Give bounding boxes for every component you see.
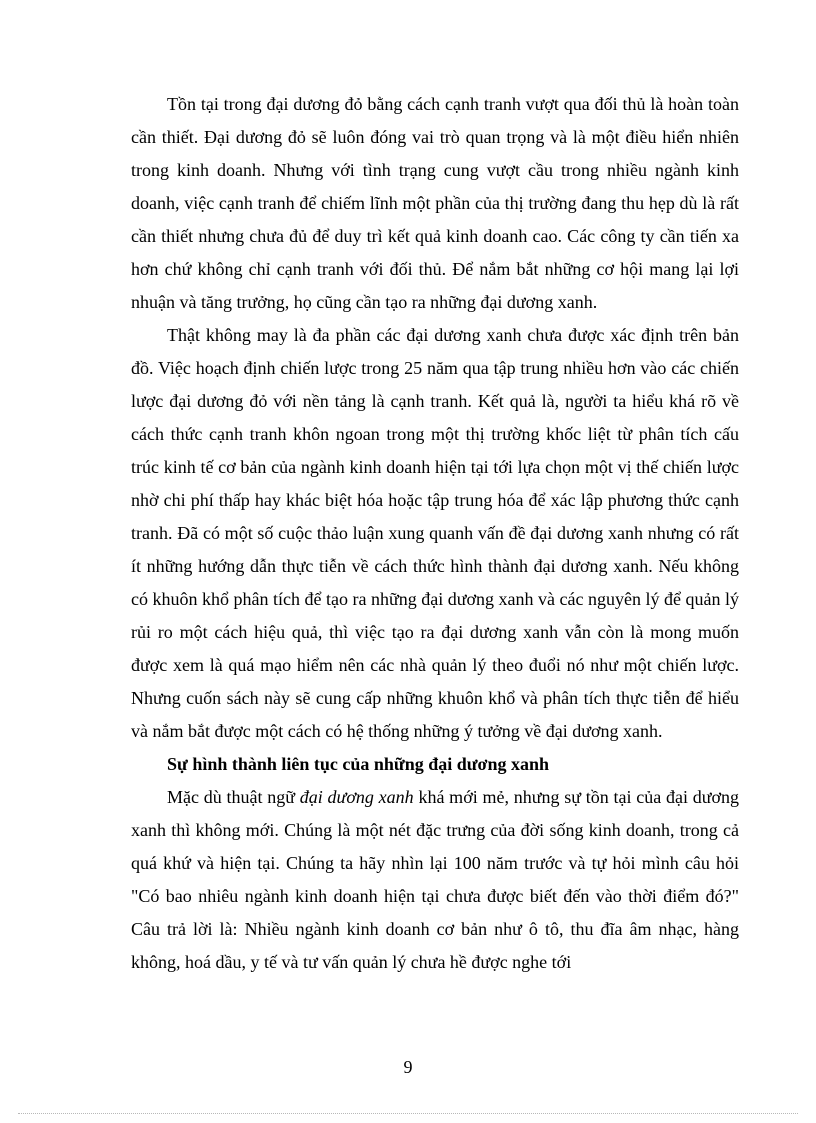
page-number: 9	[403, 1057, 413, 1077]
paragraph-1: Tồn tại trong đại dương đỏ bằng cách cạnh tranh vượt qua đối thủ là hoàn toàn cần thiết. Đại dương đỏ sẽ luôn đóng vai trò quan trọng và là một điều hiển nhiên trong kinh doanh. Nhưng với tình trạng cung vượt cầu trong nhiều ngành kinh doanh, việc cạnh tranh để chiếm lĩnh một phần của thị trường đang thu hẹp dù là rất cần thiết nhưng chưa đủ để duy trì kết quả kinh doanh cao. Các công ty cần tiến xa hơn chứ không chỉ cạnh tranh với đối thủ. Để nắm bắt những cơ hội mang lại lợi nhuận và tăng trưởng, họ cũng cần tạo ra những đại dương xanh.	[131, 94, 739, 312]
paragraph-3-rest: khá mới mẻ, nhưng sự tồn tại của đại dương xanh thì không mới. Chúng là một nét đặc trưng của đời sống kinh doanh, trong cả quá khứ và hiện tại. Chúng ta hãy nhìn lại 100 năm trước và tự hỏi mình câu hỏi "Có bao nhiêu ngành kinh doanh hiện tại chưa được biết đến vào thời điểm đó?" Câu trả lời là: Nhiều ngành kinh doanh cơ bản như ô tô, thu đĩa âm nhạc, hàng không, hoá dầu, y tế và tư vấn quản lý chưa hề được nghe tới	[131, 787, 739, 972]
section-heading: Sự hình thành liên tục của những đại dương xanh	[167, 754, 550, 774]
page-bottom-divider	[18, 1113, 798, 1114]
paragraph-3	[131, 781, 739, 979]
paragraph-2: Thật không may là đa phần các đại dương xanh chưa được xác định trên bản đồ. Việc hoạch định chiến lược trong 25 năm qua tập trung nhiều hơn vào các chiến lược đại dương đỏ với nền tảng là cạnh tranh. Kết quả là, người ta hiểu khá rõ về cách thức cạnh tranh khôn ngoan trong một thị trường khốc liệt từ phân tích cấu trúc kinh tế cơ bản của ngành kinh doanh hiện tại tới lựa chọn một vị thế chiến lược nhờ chi phí thấp hay khác biệt hóa hoặc tập trung hóa để xác lập phương thức cạnh tranh. Đã có một số cuộc thảo luận xung quanh vấn đề đại dương xanh nhưng có rất ít những hướng dẫn thực tiễn về cách thức hình thành đại dương xanh. Nếu không có khuôn khổ phân tích để tạo ra những đại dương xanh và các nguyên lý để quản lý rủi ro một cách hiệu quả, thì việc tạo ra đại dương xanh vẫn còn là mong muốn được xem là quá mạo hiểm nên các nhà quản lý theo đuổi nó như một chiến lược. Nhưng cuốn sách này sẽ cung cấp những khuôn khổ và phân tích thực tiễn để hiểu và nắm bắt được một cách có hệ thống những ý tưởng về đại dương xanh.	[131, 325, 739, 741]
document-body	[131, 88, 739, 979]
italic-term: đại dương xanh	[299, 787, 414, 807]
paragraph-3-lead: Mặc dù thuật ngữ	[167, 787, 300, 807]
